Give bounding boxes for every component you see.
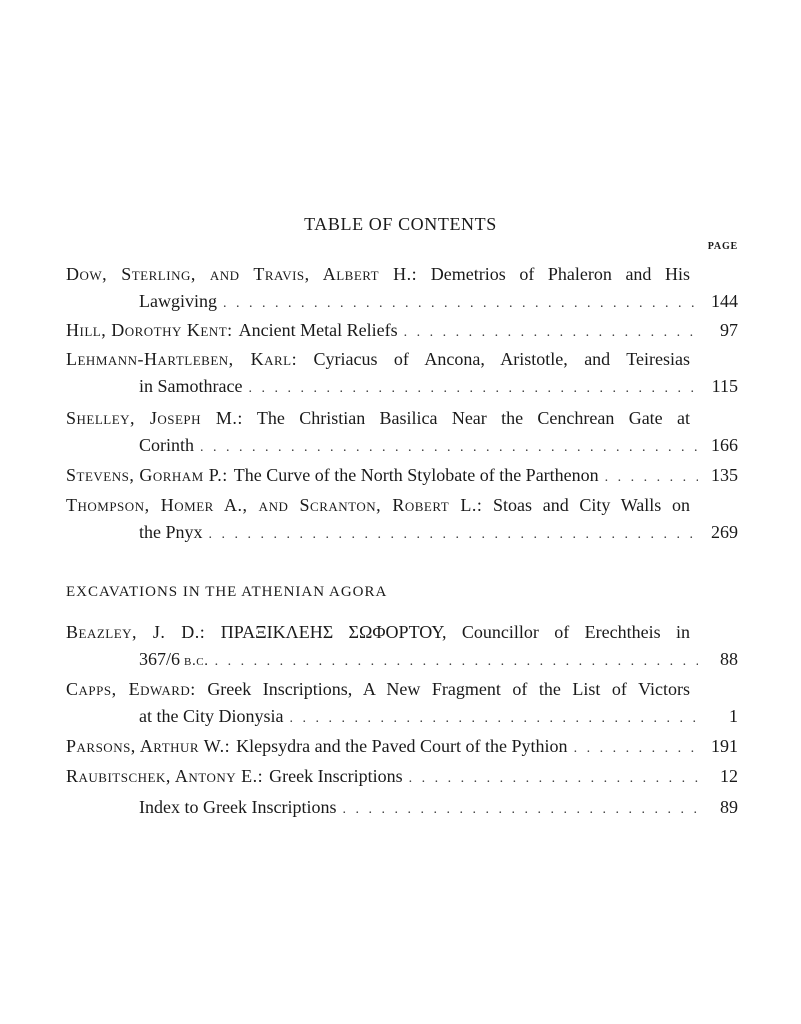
toc-entry-line [66, 733, 738, 762]
dot-leader [574, 735, 698, 762]
toc-author: Lehmann-Hartleben, Karl: [66, 349, 298, 369]
toc-entry-line [66, 646, 738, 675]
toc-entry-index[interactable] [66, 794, 738, 823]
toc-title: Index to Greek Inscriptions [139, 797, 337, 817]
toc-entry-line [66, 794, 738, 823]
toc-page-number: 1 [729, 706, 738, 726]
page-column-label: PAGE [707, 241, 738, 252]
dot-leader [289, 705, 698, 732]
toc-title: Greek Inscriptions, A New Fragment of the List of Victors [207, 679, 691, 699]
dot-leader [605, 464, 698, 491]
toc-author: Shelley, Joseph M.: [66, 408, 243, 428]
dot-leader [209, 521, 698, 548]
toc-entry-dow[interactable] [66, 261, 738, 317]
toc-page-number: 115 [711, 376, 738, 396]
toc-page-number: 144 [711, 291, 738, 311]
toc-title-continued: Corinth [139, 435, 195, 455]
toc-entry-line [66, 519, 738, 548]
toc-entry-line [66, 676, 690, 703]
toc-entry-line [66, 317, 738, 346]
toc-entry-line [66, 288, 738, 317]
toc-entry-line [66, 492, 690, 519]
toc-entry-line [66, 703, 738, 732]
toc-entry-line [66, 462, 738, 491]
toc-entry-shelley[interactable] [66, 405, 738, 461]
toc-author: Stevens, Gorham P.: [66, 465, 228, 485]
toc-page-number: 191 [711, 736, 738, 756]
toc-entry-line [66, 261, 690, 288]
toc-title: ΠΡΑΞΙΚΛΕΗΣ ΣΩΦΟΡΤΟΥ, Councillor of Erechtheis in [220, 622, 691, 642]
toc-title: Ancient Metal Reliefs [238, 320, 398, 340]
toc-page-number: 89 [720, 797, 738, 817]
toc-author: Thompson, Homer A., and Scranton, Robert L.: [66, 495, 483, 515]
toc-title-continued: at the City Dionysia [139, 706, 284, 726]
toc-entry-lehmann-hartleben[interactable] [66, 346, 738, 402]
toc-entry-thompson[interactable] [66, 492, 738, 548]
toc-page-number: 88 [720, 649, 738, 669]
toc-entry-parsons[interactable] [66, 733, 738, 762]
dot-leader [215, 648, 698, 675]
toc-entry-beazley[interactable] [66, 619, 738, 675]
toc-author: Parsons, Arthur W.: [66, 736, 231, 756]
toc-entry-line [66, 619, 690, 646]
toc-author: Capps, Edward: [66, 679, 196, 699]
toc-title: Demetrios of Phaleron and His [430, 264, 691, 284]
toc-title-continued: the Pnyx [139, 522, 203, 542]
toc-title-continued: 367/6 [139, 649, 181, 669]
toc-entry-line [66, 432, 738, 461]
toc-page-number: 135 [711, 465, 738, 485]
dot-leader [409, 765, 698, 792]
toc-page-number: 12 [720, 766, 738, 786]
dot-leader [404, 319, 698, 346]
toc-page-number: 166 [711, 435, 738, 455]
toc-entry-raubitschek[interactable] [66, 763, 738, 792]
dot-leader [248, 375, 698, 402]
section-heading-agora: EXCAVATIONS IN THE ATHENIAN AGORA [66, 584, 388, 600]
era-abbreviation: b.c. [184, 653, 209, 669]
dot-leader [342, 796, 698, 823]
toc-entry-capps[interactable] [66, 676, 738, 732]
toc-author: Raubitschek, Antony E.: [66, 766, 264, 786]
toc-title: The Christian Basilica Near the Cenchrean Gate at [256, 408, 690, 428]
toc-title: Stoas and City Walls on [493, 495, 690, 515]
toc-page-number: 269 [711, 522, 738, 542]
dot-leader [223, 290, 698, 317]
toc-title: Cyriacus of Ancona, Aristotle, and Teiresias [313, 349, 690, 369]
toc-title-continued: in Samothrace [139, 376, 243, 396]
toc-entry-stevens[interactable] [66, 462, 738, 491]
page-title: TABLE OF CONTENTS [304, 214, 497, 234]
toc-page-number: 97 [720, 320, 738, 340]
toc-title: The Curve of the North Stylobate of the Parthenon [233, 465, 599, 485]
toc-entry-line [66, 763, 738, 792]
toc-entry-line [66, 346, 690, 373]
toc-title: Greek Inscriptions [269, 766, 403, 786]
toc-entry-hill[interactable] [66, 317, 738, 346]
toc-title-continued: Lawgiving [139, 291, 217, 311]
toc-author: Dow, Sterling, and Travis, Albert H.: [66, 264, 418, 284]
toc-author: Beazley, J. D.: [66, 622, 206, 642]
toc-entry-line [66, 405, 690, 432]
toc-entry-line [66, 373, 738, 402]
toc-title: Klepsydra and the Paved Court of the Pythion [236, 736, 568, 756]
toc-author: Hill, Dorothy Kent: [66, 320, 233, 340]
dot-leader [200, 434, 698, 461]
